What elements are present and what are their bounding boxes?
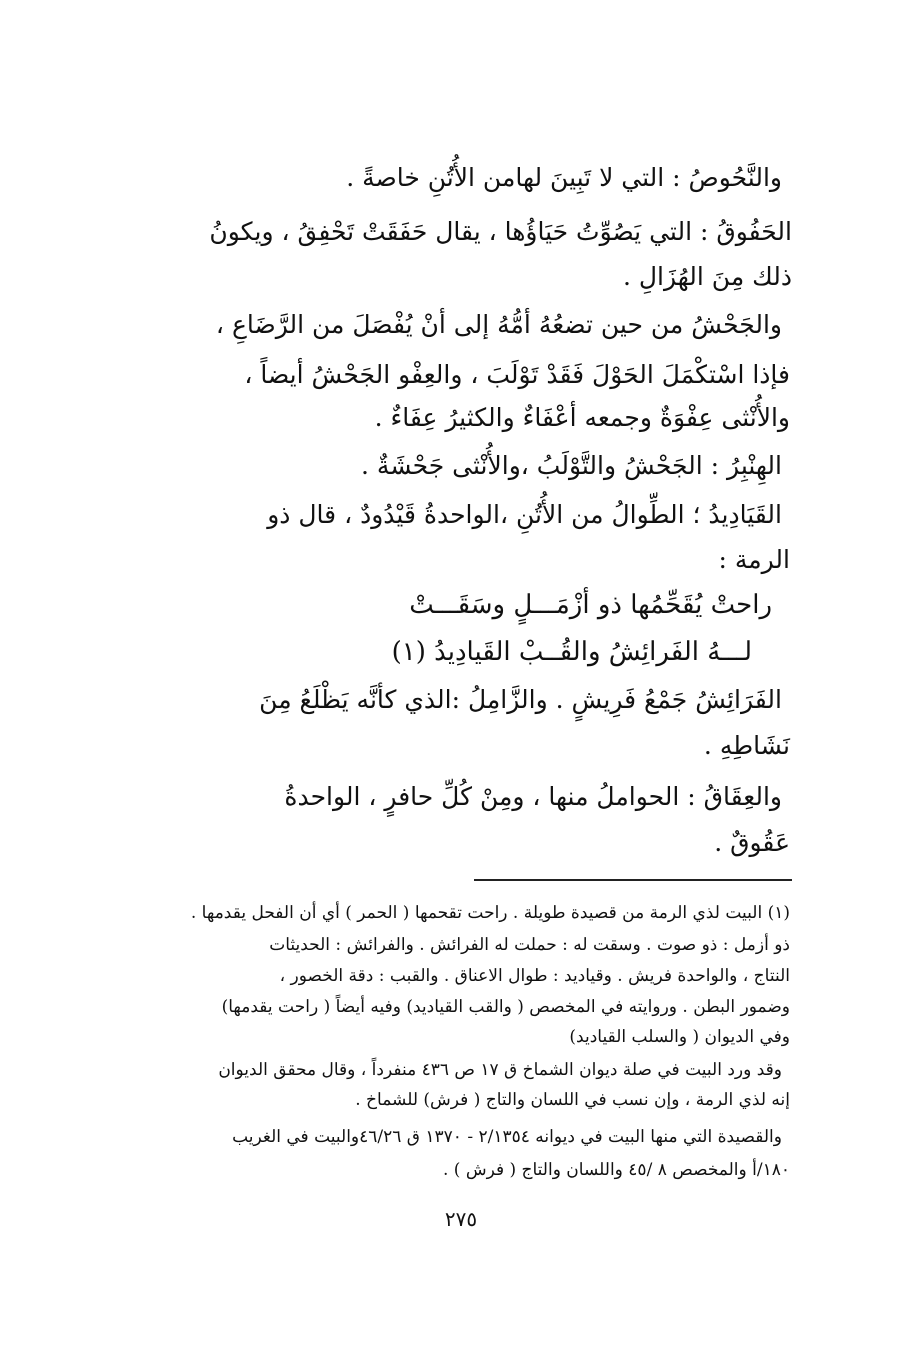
entry-iqaq-cont: عَقُوقٌ . [714,828,790,857]
footnote-1-line-5: وفي الديوان ( والسلب القياديد) [569,1027,790,1047]
entry-jahsh-cont-2: والأُنْثى عِفْوَةٌ وجمعه أعْفَاءٌ والكثيرُ عِفَاءٌ . [374,403,790,432]
footnote-1-line-7: إنه لذي الرمة ، وإن نسب في اللسان والتاج ( فرش) للشماخ . [355,1090,790,1110]
entry-faraish-cont: نَشَاطِهِ . [703,731,790,760]
entry-hafuq: الحَفُوقُ : التي يَصُوِّتُ حَيَاؤُها ، يقال حَفَقَتْ تَحْفِقُ ، ويكونُ [209,217,792,246]
verse-line-1: راحتْ يُقَحِّمُها ذو أزْمَـــلٍ وسَقَـــتْ [409,590,772,620]
footnote-1-line-6: وقد ورد البيت في صلة ديوان الشماخ ق ١٧ ص ٤٣٦ منفرداً ، وقال محقق الديوان [218,1060,782,1080]
entry-jahsh-cont-1: فإذا اسْتكْمَلَ الحَوْلَ فَقَدْ تَوْلَبَ ، والعِفْو الجَحْشُ أيضاً ، [244,360,790,389]
footnote-1-line-8: والقصيدة التي منها البيت في ديوانه ٢/١٣٥٤ - ١٣٧٠ ق ٤٦/٢٦والبيت في الغريب [232,1127,782,1147]
footnote-1-line-4: وضمور البطن . وروايته في المخصص ( والقب القياديد) وفيه أيضاً ( راحت يقدمها) [221,997,790,1017]
entry-qayadid-cont: الرمة : [718,545,790,574]
entry-iqaq: والعِقَاقُ : الحواملُ منها ، ومِنْ كُلِّ حافرٍ ، الواحدةُ [284,782,782,811]
footnote-1-line-1: (١) البيت لذي الرمة من قصيدة طويلة . راحت تقحمها ( الحمر ) أي أن الفحل يقدمها . [190,903,790,923]
footnote-1-line-2: ذو أزمل : ذو صوت . وسقت له : حملت له الفرائش . والفرائش : الحديثات [269,935,790,955]
entry-nahus: والنَّحُوصُ : التي لا تَبِينَ لهامن الأُتُنِ خاصةً . [346,163,782,192]
entry-hinbir: الهِنْبِرُ : الجَحْشُ والتَّوْلَبُ ،والأُنْثى جَحْشَةٌ . [361,451,782,480]
entry-hafuq-cont: ذلك مِنَ الهُزَالِ . [622,262,792,291]
entry-qayadid: القَيَادِيدُ ؛ الطِّوالُ من الأُتُنِ ،الواحدةُ قَيْدُودٌ ، قال ذو [267,500,782,529]
entry-jahsh: والجَحْشُ من حين تضعُهُ أمُّهُ إلى أنْ يُفْصَلَ من الرَّضَاعِ ، [215,310,782,339]
footnote-1-line-3: النتاج ، والواحدة فريش . وقياديد : طوال الاعناق . والقبب : دقة الخصور ، [279,966,790,986]
page-number: ٢٧٥ [444,1207,478,1231]
footnote-1-line-9: ١٨٠/أ والمخصص ٨ /٤٥ واللسان والتاج ( فرش ) . [442,1160,790,1180]
entry-faraish: الفَرَائِشُ جَمْعُ فَرِيشٍ . والزَّامِلُ :الذي كأنَّه يَظْلَعُ مِنَ [259,685,782,714]
footnote-separator [474,879,792,881]
verse-line-2: لـــهُ الفَرائِشُ والقُــبْ القَيادِيدُ (١) [391,637,752,667]
